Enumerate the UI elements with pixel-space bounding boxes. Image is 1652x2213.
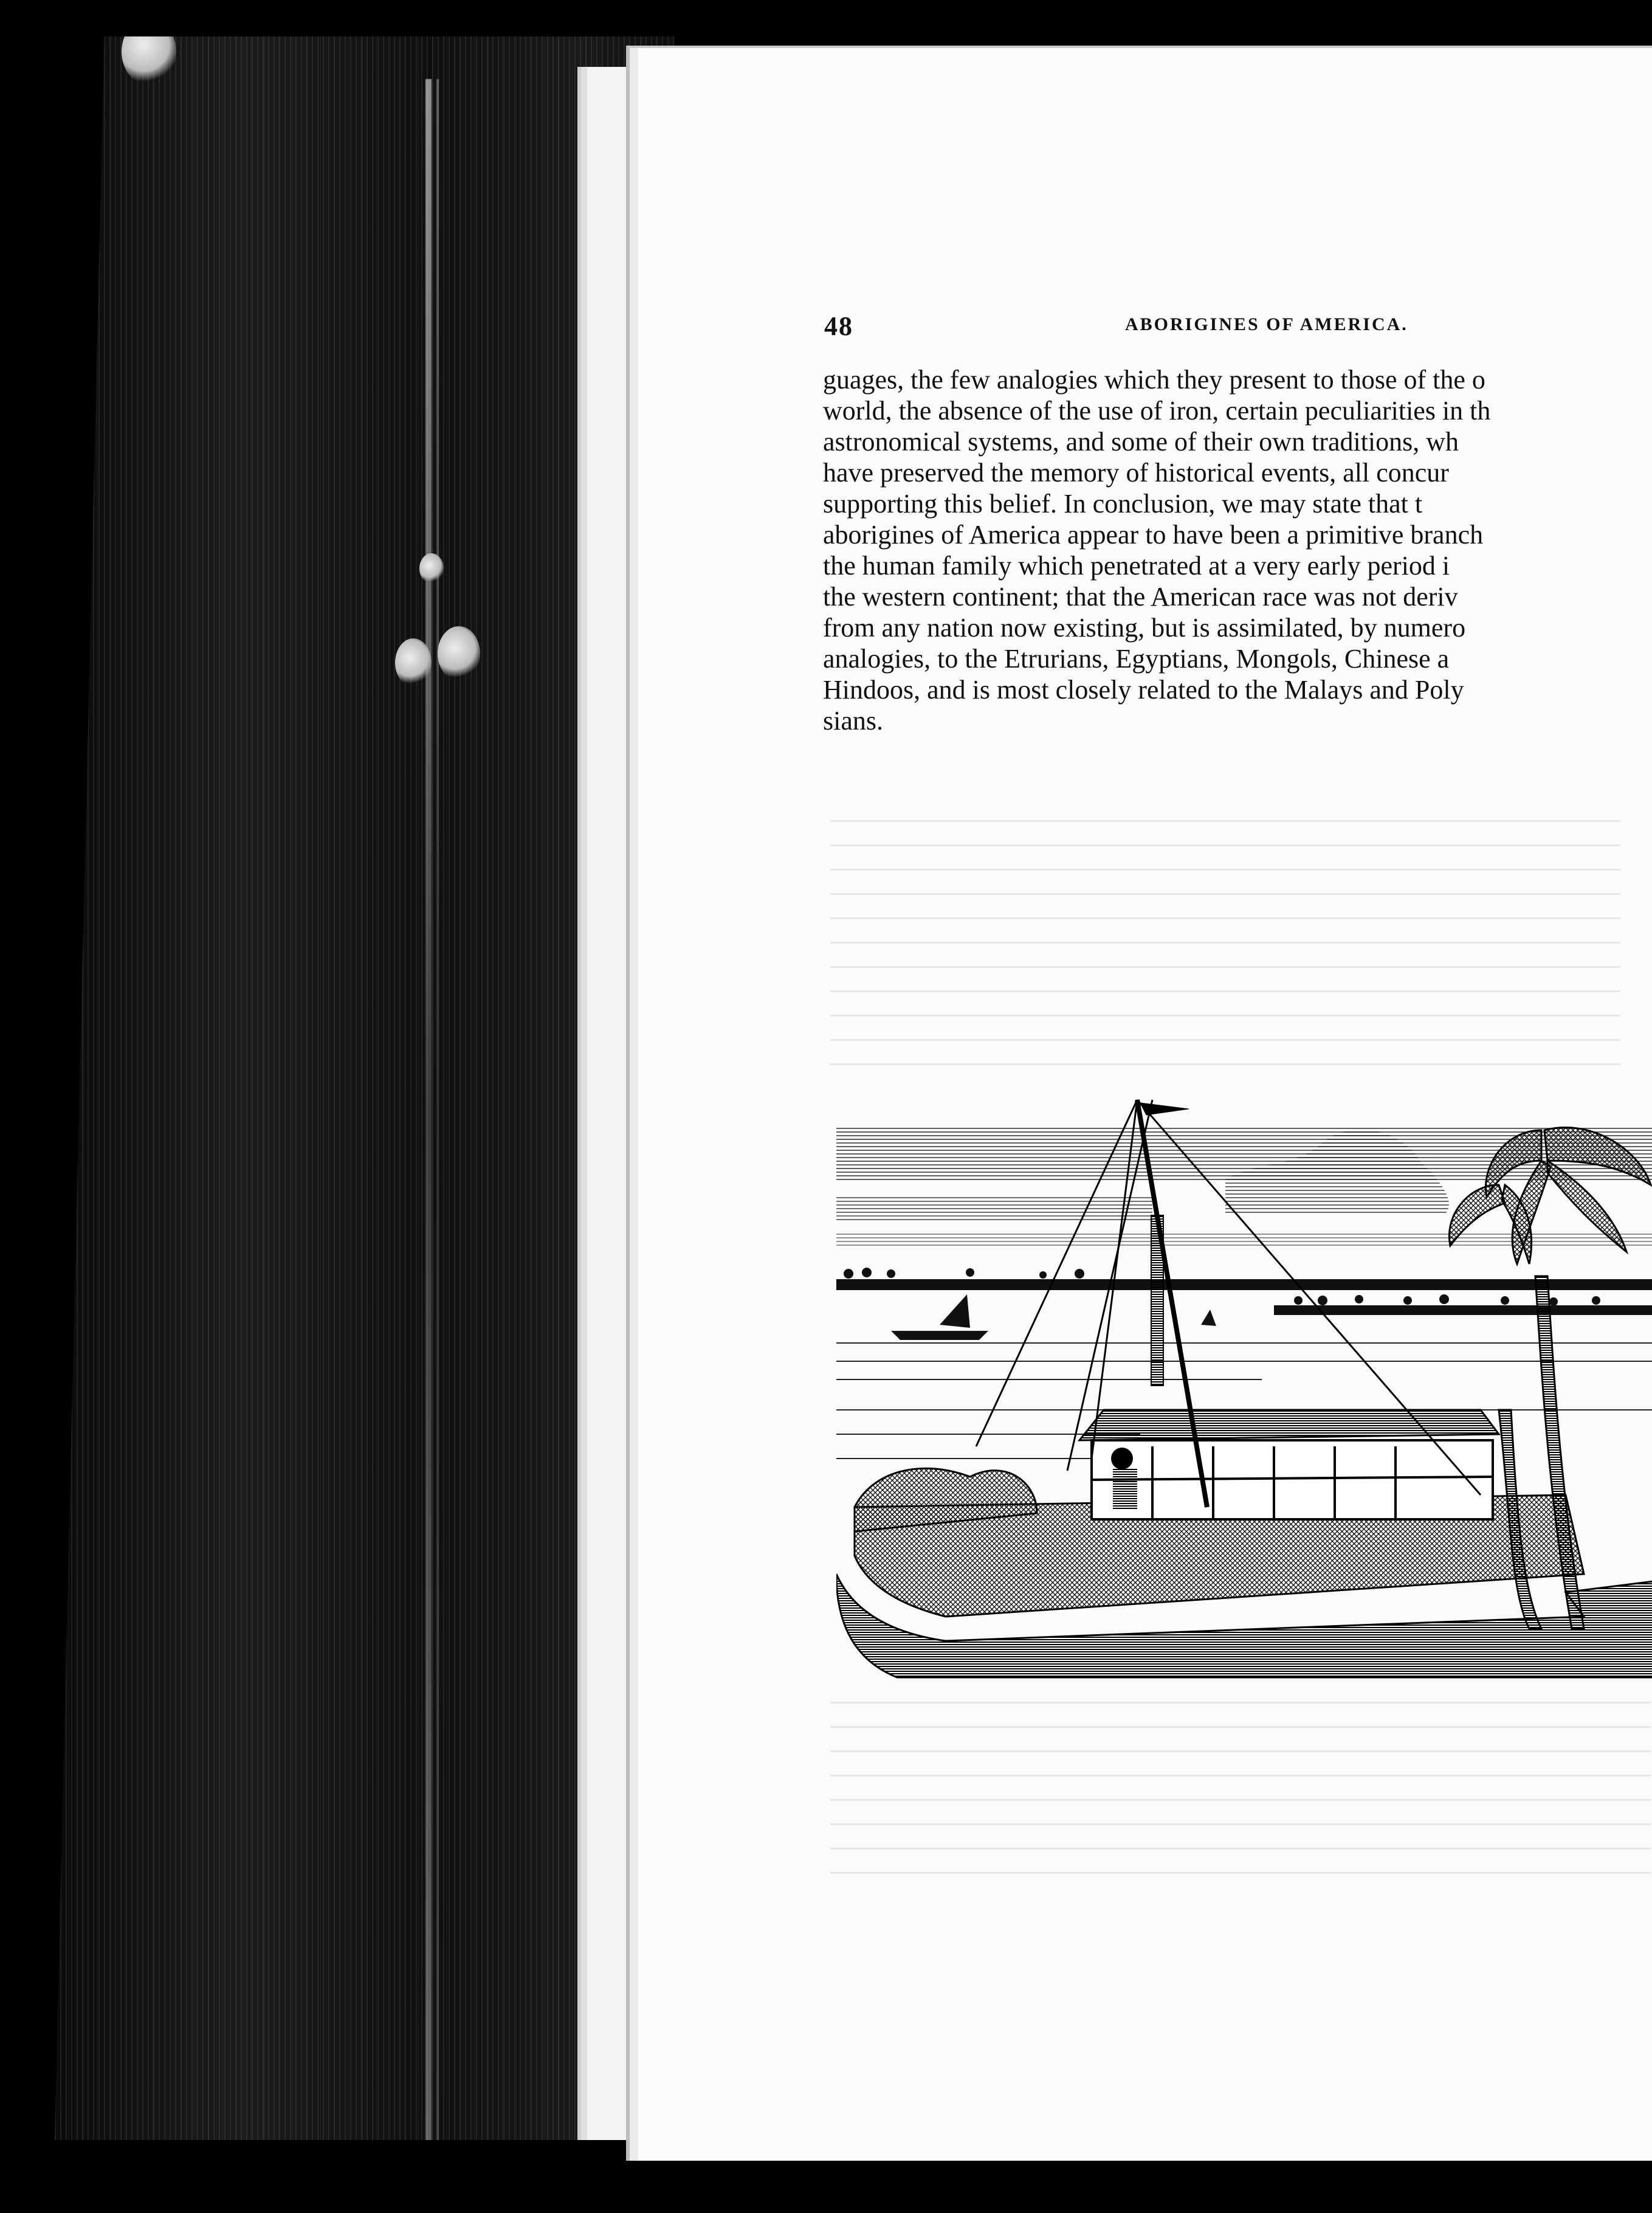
text-line: world, the absence of the use of iron, certain peculiarities in th [823, 396, 1491, 426]
paper-spot [395, 638, 432, 687]
text-line: the human family which penetrated at a very early period i [823, 551, 1450, 581]
text-line: sians. [823, 706, 883, 736]
paper-spot [419, 553, 444, 584]
spine-highlight [436, 79, 439, 2146]
text-line: guages, the few analogies which they present to those of the o [823, 365, 1485, 395]
main-boat [855, 1410, 1584, 1617]
text-line: Hindoos, and is most closely related to the Malays and Poly [823, 675, 1464, 705]
book-page [626, 46, 1652, 2161]
text-line: astronomical systems, and some of their own traditions, wh [823, 427, 1459, 457]
show-through-text [830, 1702, 1651, 1896]
text-line: have preserved the memory of historical events, all concur [823, 458, 1449, 488]
distant-boat [891, 1294, 1216, 1340]
page-number: 48 [824, 311, 853, 341]
body-text [823, 364, 1652, 736]
text-line: from any nation now existing, but is assimilated, by numero [823, 613, 1466, 643]
paper-spot [438, 626, 480, 681]
text-line: supporting this belief. In conclusion, we may state that t [823, 489, 1423, 519]
running-head [824, 311, 1652, 341]
text-line: aborigines of America appear to have been a primitive branch [823, 520, 1484, 550]
boat-illustration [836, 1094, 1652, 1714]
running-title: ABORIGINES OF AMERICA. [1125, 314, 1408, 334]
text-line: the western continent; that the American race was not deriv [823, 582, 1458, 612]
spine-highlight [425, 79, 432, 2146]
show-through-text [830, 820, 1620, 1075]
text-line: analogies, to the Etrurians, Egyptians, Mongols, Chinese a [823, 644, 1450, 674]
